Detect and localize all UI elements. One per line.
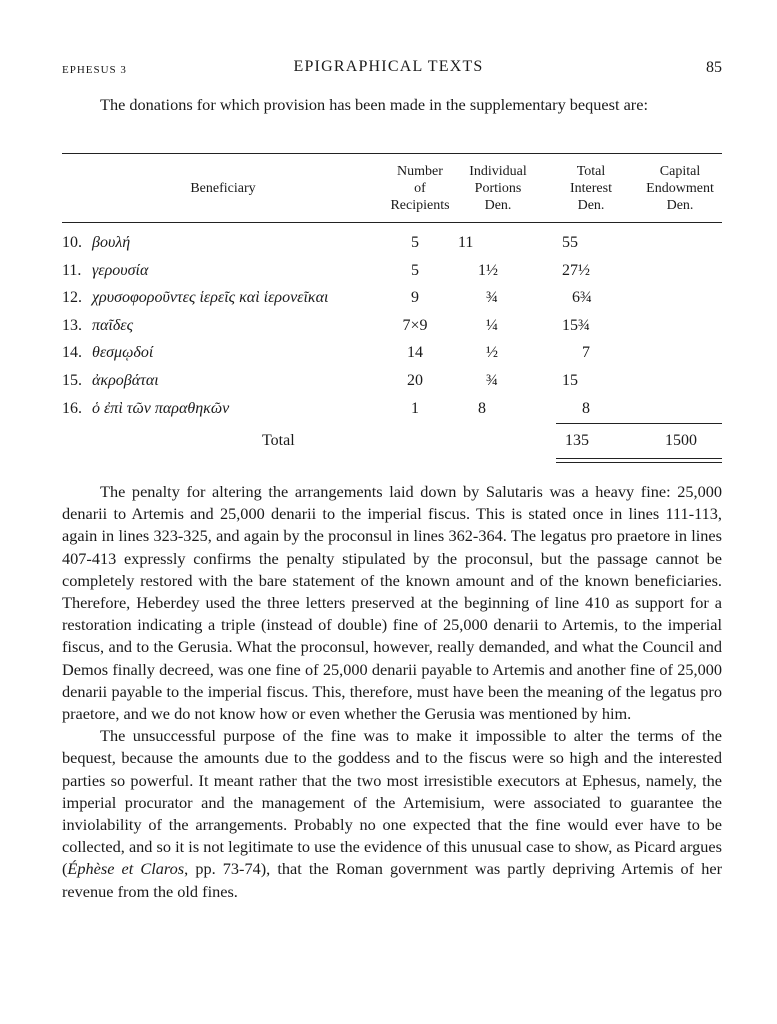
row-portions: 11 <box>458 234 474 251</box>
col-header-capital <box>636 163 724 214</box>
running-head-left: EPHESUS 3 <box>62 64 127 76</box>
row-interest: 27½ <box>562 262 590 279</box>
row-beneficiary: παῖδες <box>92 317 134 334</box>
total-double-rule-top <box>556 458 722 459</box>
row-beneficiary: χρυσοφοροῦντες ἱερεῖς καὶ ἱερονεῖκαι <box>92 289 329 306</box>
total-interest: 135 <box>565 432 589 449</box>
row-interest: 15 <box>562 372 578 389</box>
table-header-rule <box>62 222 722 223</box>
row-portions: ¼ <box>486 317 498 334</box>
row-portions: ½ <box>486 344 498 361</box>
table-row <box>62 371 722 397</box>
table-row <box>62 399 722 425</box>
table-row <box>62 261 722 287</box>
row-number: 14. <box>62 344 82 361</box>
running-head-title: EPIGRAPHICAL TEXTS <box>293 58 484 75</box>
row-beneficiary: γερουσία <box>92 262 149 279</box>
row-recipients: 7×9 <box>402 317 428 334</box>
col-header-capital-line: Endowment <box>646 181 714 196</box>
total-double-rule-bottom <box>556 462 722 463</box>
col-header-portions-line: Individual <box>469 164 527 179</box>
total-rule <box>556 423 722 424</box>
row-interest: 7 <box>582 344 590 361</box>
row-recipients: 14 <box>407 344 423 361</box>
paragraph <box>62 725 722 903</box>
col-header-interest-line: Total <box>576 164 606 179</box>
citation-title: Éphèse et Claros <box>67 859 185 879</box>
row-beneficiary: ὁ ἐπὶ τῶν παραθηκῶν <box>92 400 230 417</box>
col-header-recipients <box>382 163 458 214</box>
row-beneficiary: βουλή <box>92 234 131 251</box>
row-portions: 8 <box>478 400 486 417</box>
total-capital: 1500 <box>665 432 697 449</box>
col-header-interest-line: Interest <box>570 181 612 196</box>
col-header-interest-line: Den. <box>577 198 605 213</box>
col-header-interest <box>554 163 628 214</box>
row-number: 13. <box>62 317 82 334</box>
col-header-portions-line: Portions <box>474 181 522 196</box>
table-top-rule <box>62 153 722 154</box>
col-header-capital-line: Den. <box>666 198 694 213</box>
row-recipients: 20 <box>407 372 423 389</box>
col-header-beneficiary: Beneficiary <box>190 181 256 196</box>
row-number: 15. <box>62 372 82 389</box>
row-number: 12. <box>62 289 82 306</box>
col-header-recipients-line: Recipients <box>390 198 450 213</box>
row-portions: ¾ <box>486 289 498 306</box>
row-number: 16. <box>62 400 82 417</box>
row-number: 11. <box>62 262 82 279</box>
row-recipients: 5 <box>411 234 419 251</box>
row-interest: 55 <box>562 234 578 251</box>
col-header-capital-line: Capital <box>659 164 701 179</box>
col-header-recipients-line: of <box>414 181 426 196</box>
row-portions: 1½ <box>478 262 498 279</box>
row-recipients: 5 <box>411 262 419 279</box>
row-recipients: 1 <box>411 400 419 417</box>
row-beneficiary: ἀκροβάται <box>92 372 159 389</box>
page-number: 85 <box>706 59 722 76</box>
table-row <box>62 233 722 259</box>
col-header-portions-line: Den. <box>484 198 512 213</box>
table-row <box>62 288 722 314</box>
row-number: 10. <box>62 234 82 251</box>
row-portions: ¾ <box>486 372 498 389</box>
paragraph-text: The unsuccessful purpose of the fine was to make it impossible to alter the terms of the bequest, because the amounts due to the goddess and to the fiscus were so high and the interested parties so powerful. It meant rather that the two most irresistible executors at Ephesus, namely, the imperial procurator and the management of the Artemisium, were associated to guarantee the inviolability of the arrangements. Probably no one expected that the fine would ever have to be collected, and so it is not legitimate to use the evidence of this unusual case to show, as Picard argues ( <box>62 726 722 879</box>
paragraph-text: , pp. 73-74), that the Roman government was partly depriving Artemis of her revenue from the old fines. <box>62 859 722 901</box>
intro-paragraph: The donations for which provision has been made in the supplementary bequest are: <box>100 95 648 114</box>
row-interest: 15¾ <box>562 317 590 334</box>
table-row <box>62 316 722 342</box>
col-header-portions <box>460 163 536 214</box>
row-beneficiary: θεσμῳδοί <box>92 344 154 361</box>
table-row <box>62 343 722 369</box>
row-interest: 6¾ <box>572 289 592 306</box>
paragraph: The penalty for altering the arrangements laid down by Salutaris was a heavy fine: 25,000 denarii to Artemis and 25,000 denarii to the imperial fiscus. This is stated once in lines 111-113, again in lines 323-325, and again by the proconsul in lines 362-364. The legatus pro praetore in lines 407-413 expressly confirms the penalty stipulated by the proconsul, but the passage cannot be completely restored with the bare statement of the known amount and of the known beneficiaries. Therefore, Heberdey used the three letters preserved at the beginning of line 410 as support for a restoration indicating a triple (instead of double) fine of 25,000 denarii to Artemis, to the imperial fiscus, and to the Gerusia. What the proconsul, however, really demanded, and what the Council and Demos finally decreed, was one fine of 25,000 denarii payable to Artemis and another fine of 25,000 denarii payable to the imperial fiscus. This, therefore, must have been the meaning of the legatus pro praetore, and we do not know how or even whether the Gerusia was mentioned by him. <box>62 482 722 724</box>
total-label: Total <box>262 432 295 449</box>
body-text <box>62 481 722 903</box>
row-recipients: 9 <box>411 289 419 306</box>
col-header-recipients-line: Number <box>397 164 443 179</box>
row-interest: 8 <box>582 400 590 417</box>
